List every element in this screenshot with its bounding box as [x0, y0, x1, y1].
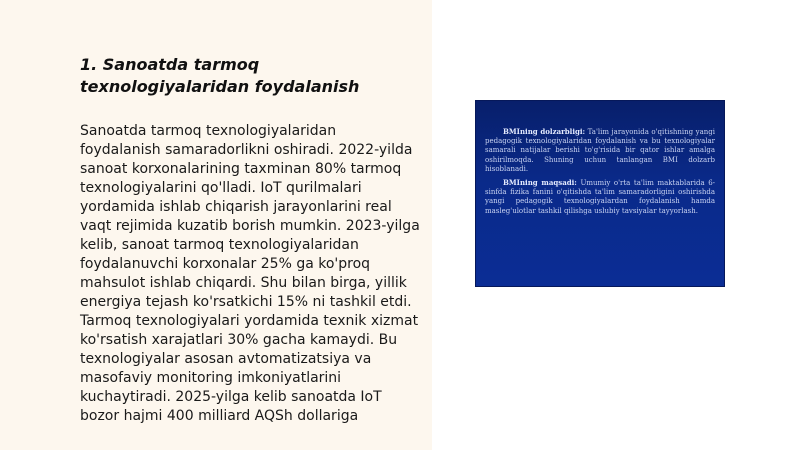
slide-goal-paragraph [485, 178, 715, 216]
slide-relevance-label: BMIning dolzarbligi: [503, 127, 586, 136]
slide-image [475, 100, 725, 287]
slide-goal-text: Umumiy o'rta ta'lim maktablarida 6-sinfda fizika fanini o'qitishda ta'lim samaradorligini oshirishda yangi pedagogik texnologiyalardan foydalanish hamda masleg'ulotlar tashkil qilishga uslubiy tavsiyalar tayyorlash. [485, 179, 716, 215]
article-body: Sanoatda tarmoq texnologiyalaridan foydalanish samaradorlikni oshiradi. 2022-yilda sanoat korxonalarining taxminan 80% tarmoq texnologiyalarini qo'lladi. IoT qurilmalari yordamida ishlab chiqarish jarayonlarini real vaqt rejimida kuzatib borish mumkin. 2023-yilga kelib, sanoat tarmoq texnologiyalaridan foydalanuvchi korxonalar 25% ga ko'proq mahsulot ishlab chiqardi. Shu bilan birga, yillik energiya tejash ko'rsatkichi 15% ni tashkil etdi. Tarmoq texnologiyalari yordamida texnik xizmat ko'rsatish xarajatlari 30% gacha kamaydi. Bu texnologiyalar asosan avtomatizatsiya va masofaviy monitoring imkoniyatlarini kuchaytiradi. 2025-yilga kelib sanoatda IoT bozor hajmi 400 milliard AQSh dollariga [80, 123, 420, 424]
slide-relevance-text: Ta'lim jarayonida o'qitishning yangi pedagogik texnologiyalaridan foydalanish va bu texnologiyalar samarali natijalar berishi to'g'risida bir qator ishlar amalga oshirilmoqda. Shuning uchun tanlangan BMI dolzarb hisoblanadi. [485, 128, 715, 173]
slide-relevance-paragraph [485, 127, 715, 174]
article-heading: 1. Sanoatda tarmoq texnologiyalaridan foydalanish [80, 55, 360, 96]
slide-goal-label: BMIning maqsadi: [503, 178, 577, 188]
